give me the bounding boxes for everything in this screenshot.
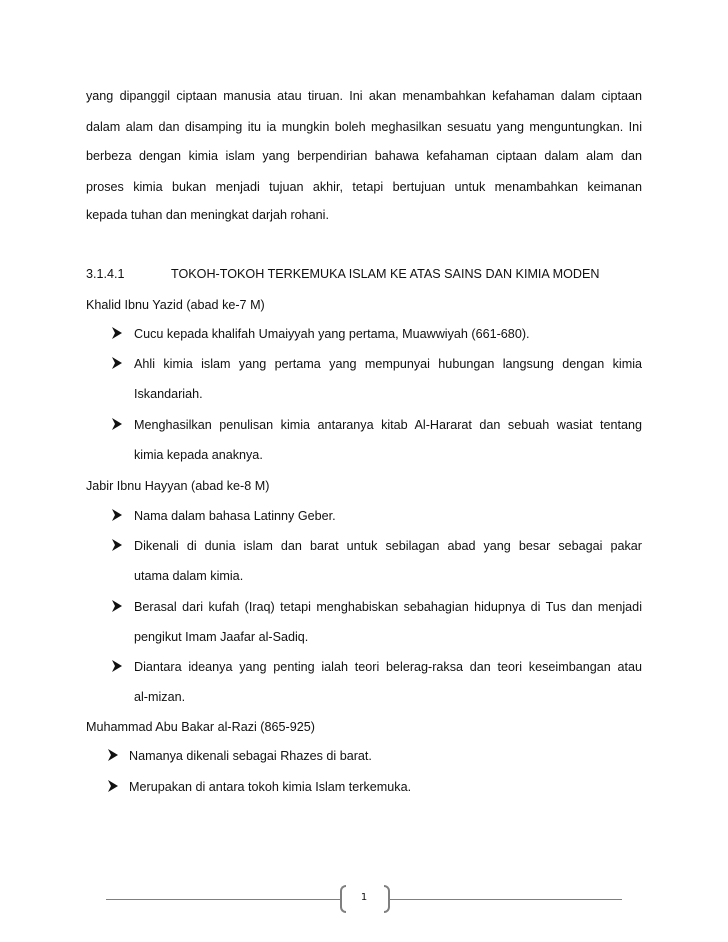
arrow-bullet-icon <box>111 659 125 675</box>
arrow-bullet-icon <box>107 748 121 764</box>
arrow-bullet-icon <box>111 417 125 433</box>
paragraph-line: proses kimia bukan menjadi tujuan akhir, tetapi bertujuan untuk menambahkan keimanan <box>86 180 642 194</box>
arrow-bullet-icon <box>111 326 125 342</box>
bullet-text: Menghasilkan penulisan kimia antaranya kitab Al-Hararat dan sebuah wasiat tentang <box>134 418 642 432</box>
paragraph-line: kepada tuhan dan meningkat darjah rohani. <box>86 208 329 222</box>
figure-name: Jabir Ibnu Hayyan (abad ke-8 M) <box>86 479 270 493</box>
bullet-text: Cucu kepada khalifah Umaiyyah yang pertama, Muawwiyah (661-680). <box>134 327 530 341</box>
bullet-text: Berasal dari kufah (Iraq) tetapi menghabiskan sebahagian hidupnya di Tus dan menjadi <box>134 600 642 614</box>
figure-name: Khalid Ibnu Yazid (abad ke-7 M) <box>86 298 265 312</box>
arrow-bullet-icon <box>111 538 125 554</box>
footer-rule-left <box>106 899 340 900</box>
bullet-text: Diantara ideanya yang penting ialah teori belerag-raksa dan teori keseimbangan atau <box>134 660 642 674</box>
section-title: TOKOH-TOKOH TERKEMUKA ISLAM KE ATAS SAINS DAN KIMIA MODEN <box>171 267 600 281</box>
bullet-text-cont: Iskandariah. <box>134 387 203 401</box>
section-heading <box>86 267 642 283</box>
arrow-bullet-icon <box>111 508 125 524</box>
bullet-text-cont: utama dalam kimia. <box>134 569 244 583</box>
paragraph-line: yang dipanggil ciptaan manusia atau tiruan. Ini akan menambahkan kefahaman dalam ciptaan <box>86 89 642 103</box>
paragraph-line: berbeza dengan kimia islam yang berpendirian bahawa kefahaman ciptaan dalam alam dan <box>86 149 642 163</box>
bullet-text: Merupakan di antara tokoh kimia Islam terkemuka. <box>129 780 412 794</box>
bullet-text-cont: kimia kepada anaknya. <box>134 448 263 462</box>
footer-rule-right <box>390 899 622 900</box>
arrow-bullet-icon <box>111 599 125 615</box>
paragraph-line: dalam alam dan disamping itu ia mungkin boleh meghasilkan sesuatu yang menguntungkan. Ini <box>86 120 642 134</box>
bullet-text-cont: al-mizan. <box>134 690 186 704</box>
bullet-text: Dikenali di dunia islam dan barat untuk sebilagan abad yang besar sebagai pakar <box>134 539 642 553</box>
bullet-text: Nama dalam bahasa Latinny Geber. <box>134 509 336 523</box>
arrow-bullet-icon <box>111 356 125 372</box>
footer-bracket-left <box>340 885 346 913</box>
arrow-bullet-icon <box>107 779 121 795</box>
figure-name: Muhammad Abu Bakar al-Razi (865-925) <box>86 720 315 734</box>
bullet-text-cont: pengikut Imam Jaafar al-Sadiq. <box>134 630 309 644</box>
bullet-text: Ahli kimia islam yang pertama yang mempunyai hubungan langsung dengan kimia <box>134 357 642 371</box>
page-number: 1 <box>360 892 368 903</box>
section-number: 3.1.4.1 <box>86 267 125 281</box>
bullet-text: Namanya dikenali sebagai Rhazes di barat. <box>129 749 372 763</box>
